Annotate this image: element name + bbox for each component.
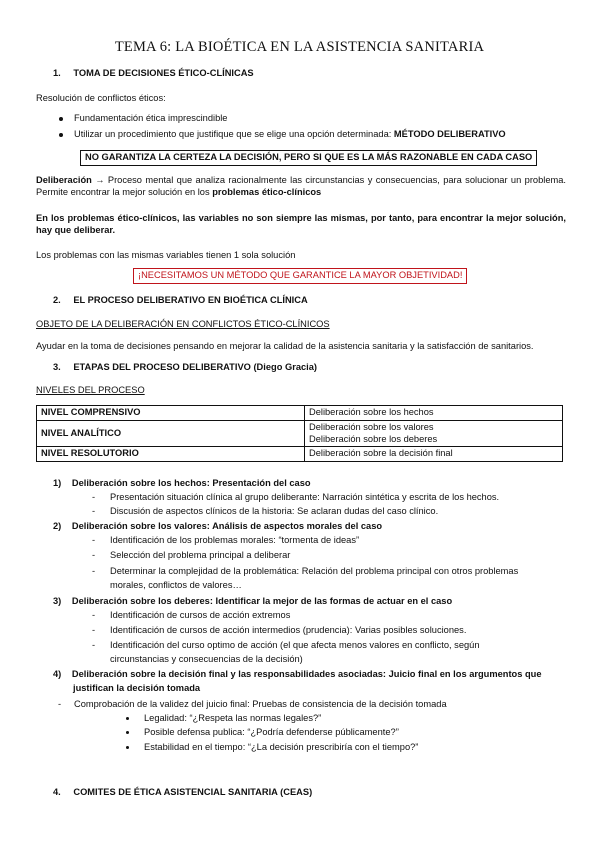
bold-paragraph: En los problemas ético-clínicos, las variables no son siempre las mismas, por tanto, para encontrar la mejor solución, hay que deliberar.: [36, 213, 566, 235]
bullet-item: [74, 129, 506, 141]
section-number: 3.: [53, 362, 61, 372]
list-item: Identificación del curso optimo de acción (el que afecta menos valores en conflicto, según: [110, 640, 480, 650]
table-row: [37, 447, 563, 462]
table-row: [37, 421, 563, 447]
list-item-continuation: morales, conflictos de valores…: [110, 580, 242, 590]
section-title: ETAPAS DEL PROCESO DELIBERATIVO (Diego Gracia): [73, 362, 318, 372]
dash-icon: -: [92, 610, 96, 620]
bullet-bold-text: MÉTODO DELIBERATIVO: [393, 129, 506, 139]
bullet-item: Fundamentación ética imprescindible: [74, 113, 228, 123]
bullet-text: Utilizar un procedimiento que justifique que se elige una opción determinada:: [74, 129, 394, 139]
subheading: NIVELES DEL PROCESO: [36, 385, 145, 395]
page-title: TEMA 6: LA BIOÉTICA EN LA ASISTENCIA SANITARIA: [114, 39, 485, 55]
list-item: Presentación situación clínica al grupo deliberante: Narración sintética y escrita de los hechos.: [110, 492, 500, 502]
section-4-heading: [53, 787, 312, 799]
definition-bold: problemas ético-clínicos: [212, 186, 322, 197]
section-number: 4.: [53, 787, 61, 797]
section-title-suffix: (CEAS): [277, 787, 313, 797]
levels-table: [36, 405, 563, 462]
table-cell: NIVEL COMPRENSIVO: [37, 406, 305, 421]
definition-text: Proceso mental que analiza racionalmente las circunstancias y consecuencias, para solucionar un problema. Permite encontrar la mejor solución en los: [36, 175, 566, 197]
step-title: Deliberación sobre los deberes: Identificar la mejor de las formas de actuar en el caso: [71, 596, 453, 606]
list-item: Comprobación de la validez del juicio final: Pruebas de consistencia de la decisión tomada: [74, 699, 447, 709]
step-heading: [53, 521, 382, 533]
step-title: Deliberación sobre los hechos: Presentación del caso: [71, 478, 311, 488]
section-3-heading: [53, 362, 317, 374]
step-heading: [53, 669, 542, 681]
dash-icon: -: [92, 492, 96, 502]
step-title-continuation: justifican la decisión tomada: [73, 683, 201, 693]
dash-icon: -: [92, 625, 96, 635]
bullet-icon: [59, 133, 63, 137]
section-1-heading: [53, 68, 254, 80]
list-item: Identificación de cursos de acción extremos: [110, 610, 291, 620]
deliberation-definition: [36, 175, 566, 198]
dash-icon: -: [58, 699, 62, 709]
paragraph: Ayudar en la toma de decisiones pensando en mejorar la calidad de la asistencia sanitaria y la satisfacción de sanitarios.: [36, 341, 534, 351]
step-number: 3): [53, 596, 62, 606]
bullet-icon: [126, 717, 129, 720]
highlight-box: NO GARANTIZA LA CERTEZA LA DECISIÓN, PERO SI QUE ES LA MÁS RAZONABLE EN CADA CASO: [80, 150, 537, 166]
table-row: [37, 406, 563, 421]
bullet-icon: [126, 731, 129, 734]
step-number: 4): [53, 669, 62, 679]
subheading: OBJETO DE LA DELIBERACIÓN EN CONFLICTOS ÉTICO-CLÍNICOS: [36, 319, 330, 329]
plain-paragraph: Los problemas con las mismas variables tienen 1 sola solución: [36, 250, 296, 260]
table-cell: NIVEL ANALÍTICO: [37, 421, 305, 447]
intro-text: Resolución de conflictos éticos:: [36, 93, 166, 103]
list-item: Legalidad: “¿Respeta las normas legales?”: [144, 713, 322, 723]
cell-line: Deliberación sobre los valores: [309, 422, 434, 432]
bullet-icon: [126, 746, 129, 749]
step-heading: [53, 596, 452, 608]
step-title: Deliberación sobre la decisión final y las responsabilidades asociadas: Juicio final en los argumentos que: [71, 669, 542, 679]
list-item-continuation: circunstancias y consecuencias de la decisión): [110, 654, 303, 664]
table-cell: Deliberación sobre los hechos: [305, 406, 563, 421]
list-item: Discusión de aspectos clínicos de la historia: Se aclaran dudas del caso clínico.: [110, 506, 439, 516]
section-title: TOMA DE DECISIONES ÉTICO-CLÍNICAS: [73, 68, 254, 78]
step-number: 1): [53, 478, 62, 488]
term: Deliberación: [36, 175, 92, 185]
list-item: Identificación de los problemas morales: “tormenta de ideas”: [110, 535, 360, 545]
list-item: Identificación de cursos de acción intermedios (prudencia): Varias posibles soluciones.: [110, 625, 467, 635]
section-2-heading: [53, 295, 308, 307]
dash-icon: -: [92, 535, 96, 545]
table-cell: [305, 421, 563, 447]
dash-icon: -: [92, 640, 96, 650]
section-number: 1.: [53, 68, 61, 78]
list-item: Estabilidad en el tiempo: “¿La decisión prescribiría con el tiempo?”: [144, 742, 419, 752]
cell-line: Deliberación sobre los deberes: [309, 433, 438, 444]
section-number: 2.: [53, 295, 61, 305]
step-heading: [53, 478, 311, 490]
section-title: EL PROCESO DELIBERATIVO EN BIOÉTICA CLÍNICA: [73, 295, 308, 305]
step-title: Deliberación sobre los valores: Análisis de aspectos morales del caso: [71, 521, 383, 531]
table-cell: Deliberación sobre la decisión final: [305, 447, 563, 462]
red-warning-box: ¡NECESITAMOS UN MÉTODO QUE GARANTICE LA MAYOR OBJETIVIDAD!: [133, 268, 467, 284]
dash-icon: -: [92, 506, 96, 516]
dash-icon: -: [92, 550, 96, 560]
list-item: Selección del problema principal a deliberar: [110, 550, 291, 560]
list-item: Determinar la complejidad de la problemática: Relación del problema principal con otros problemas: [110, 566, 519, 576]
list-item: Posible defensa publica: “¿Podría defenderse públicamente?”: [144, 727, 399, 737]
step-number: 2): [53, 521, 62, 531]
dash-icon: -: [92, 566, 96, 576]
arrow-icon: →: [91, 175, 108, 185]
section-title: COMITES DE ÉTICA ASISTENCIAL SANITARIA: [73, 787, 278, 797]
table-cell: NIVEL RESOLUTORIO: [37, 447, 305, 462]
bullet-icon: [59, 117, 63, 121]
